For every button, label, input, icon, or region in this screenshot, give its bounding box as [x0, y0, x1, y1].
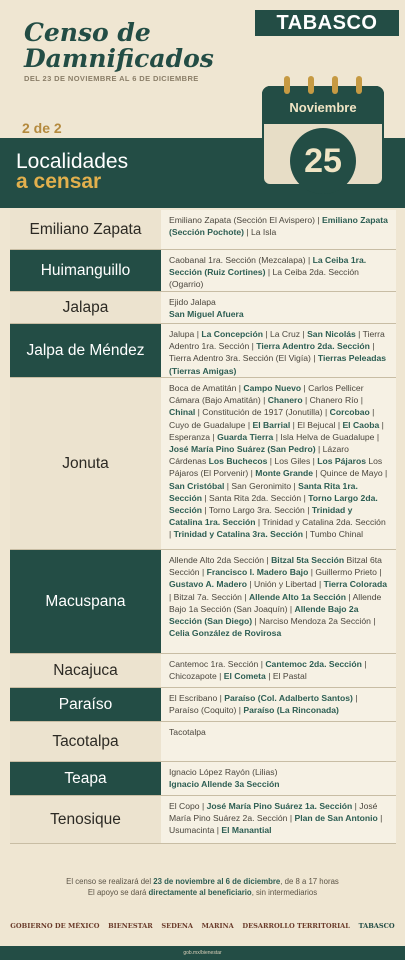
- localities-list: Tacotalpa: [161, 722, 396, 761]
- social-bar: [0, 946, 405, 960]
- calendar-month: Noviembre: [262, 86, 384, 124]
- state-badge: TABASCO: [255, 10, 399, 36]
- footer-line-2: [0, 887, 405, 898]
- municipality-name: Jalapa: [10, 292, 161, 323]
- table-row: [10, 688, 396, 722]
- municipality-name: Paraíso: [10, 688, 161, 721]
- municipality-name: Tenosique: [10, 796, 161, 843]
- localities-list: Boca de Amatitán | Campo Nuevo | Carlos Pellicer Cámara (Bajo Amatitán) | Chanero | Chanero Río | Chinal | Constitución de 1917 (Jonutilla) | Corcobao | Cuyo de Guadalupe | El Barrial | El Bejucal | El Caoba | Esperanza | Guarda Tierra | Isla Helva de Guadalupe | José María Pino Suárez (San Pedro) | Lázaro Cárdenas Los Buchecos | Los Giles | Los Pájaros Los Pájaros (El Porvenir) | Monte Grande | Quince de Mayo | San Cristóbal | San Geronimito | Santa Rita 1ra. Sección | Santa Rita 2da. Sección | Torno Largo 2da. Sección | Torno Largo 3ra. Sección | Trinidad y Catalina 1ra. Sección | Trinidad y Catalina 2da. Sección | Trinidad y Catalina 3ra. Sección | Tumbo Chinal: [161, 378, 396, 549]
- partner-logo: MARINA: [201, 922, 234, 930]
- localities-list: Emiliano Zapata (Sección El Avispero) | Emiliano Zapata (Sección Pochote) | La Isla: [161, 210, 396, 249]
- partner-logo: TABASCO: [358, 922, 395, 930]
- page-title: [24, 20, 244, 72]
- table-row: [10, 324, 396, 378]
- logo-strip: [0, 910, 405, 942]
- localities-list: Ejido Jalapa San Miguel Afuera: [161, 292, 396, 323]
- page-indicator: 2 de 2: [22, 120, 62, 136]
- section-title-line-2: a censar: [16, 170, 102, 193]
- calendar-ring-icon: [356, 76, 362, 94]
- table-row: [10, 210, 396, 250]
- footer-note: [0, 876, 405, 898]
- footer-text: El apoyo se dará: [87, 888, 149, 897]
- localities-table: [10, 210, 396, 844]
- calendar-ring-icon: [284, 76, 290, 94]
- municipality-name: Tacotalpa: [10, 722, 161, 761]
- title-line-1: Censo de: [24, 18, 151, 47]
- date-range-subtitle: DEL 23 DE NOVIEMBRE AL 6 DE DICIEMBRE: [24, 74, 199, 83]
- footer-dates: 23 de noviembre al 6 de diciembre: [153, 877, 281, 886]
- section-title-line-1: Localidades: [16, 150, 129, 173]
- municipality-name: Jonuta: [10, 378, 161, 549]
- partner-logo: SEDENA: [161, 922, 194, 930]
- calendar-ring-icon: [308, 76, 314, 94]
- municipality-name: Teapa: [10, 762, 161, 795]
- calendar-day: 25: [290, 128, 356, 194]
- footer-text: El censo se realizará del: [66, 877, 154, 886]
- partner-logo: BIENESTAR: [108, 922, 153, 930]
- social-handle: gob.mx/bienestar: [183, 950, 222, 956]
- table-row: [10, 292, 396, 324]
- footer-text: , de 8 a 17 horas: [280, 877, 339, 886]
- localities-list: El Escribano | Paraíso (Col. Adalberto Santos) | Paraíso (Coquito) | Paraíso (La Rinconada): [161, 688, 396, 721]
- localities-list: Allende Alto 2da Sección | Bitzal 5ta Sección Bitzal 6ta Sección | Francisco I. Madero Bajo | Guillermo Prieto | Gustavo A. Madero | Unión y Libertad | Tierra Colorada | Bitzal 7a. Sección | Allende Alto 1a Sección | Allende Bajo 1a Sección (San Joaquín) | Allende Bajo 2a Sección (San Diego) | Narciso Mendoza 2a Sección | Celia González de Rovirosa: [161, 550, 396, 653]
- localities-list: El Copo | José María Pino Suárez 1a. Sección | José María Pino Suárez 2a. Sección | Plan de San Antonio | Usumacinta | El Manantial: [161, 796, 396, 843]
- table-row: [10, 722, 396, 762]
- municipality-name: Nacajuca: [10, 654, 161, 687]
- municipality-name: Emiliano Zapata: [10, 210, 161, 249]
- municipality-name: Huimanguillo: [10, 250, 161, 291]
- partner-logo: GOBIERNO DE MÉXICO: [10, 922, 100, 930]
- table-row: [10, 796, 396, 844]
- localities-list: Ignacio López Rayón (Lilias) Ignacio Allende 3a Sección: [161, 762, 396, 795]
- calendar-icon: [262, 76, 384, 186]
- localities-list: Caobanal 1ra. Sección (Mezcalapa) | La Ceiba 1ra. Sección (Ruiz Cortines) | La Ceiba 2da. Sección (Ogarrio): [161, 250, 396, 291]
- table-row: [10, 654, 396, 688]
- municipality-name: Jalpa de Méndez: [10, 324, 161, 377]
- title-line-2: Damnificados: [24, 44, 214, 73]
- table-row: [10, 250, 396, 292]
- localities-list: Cantemoc 1ra. Sección | Cantemoc 2da. Sección | Chicozapote | El Cometa | El Pastal: [161, 654, 396, 687]
- footer-text: , sin intermediarios: [251, 888, 318, 897]
- footer-line-1: [0, 876, 405, 887]
- calendar-ring-icon: [332, 76, 338, 94]
- table-row: [10, 762, 396, 796]
- partner-logo: DESARROLLO TERRITORIAL: [242, 922, 350, 930]
- table-row: [10, 378, 396, 550]
- footer-emphasis: directamente al beneficiario: [148, 888, 252, 897]
- localities-list: Jalupa | La Concepción | La Cruz | San Nicolás | Tierra Adentro 1ra. Sección | Tierra Adentro 2da. Sección | Tierra Adentro 3ra. Sección (El Vigía) | Tierras Peleadas (Tierras Amigas): [161, 324, 396, 377]
- table-row: [10, 550, 396, 654]
- municipality-name: Macuspana: [10, 550, 161, 653]
